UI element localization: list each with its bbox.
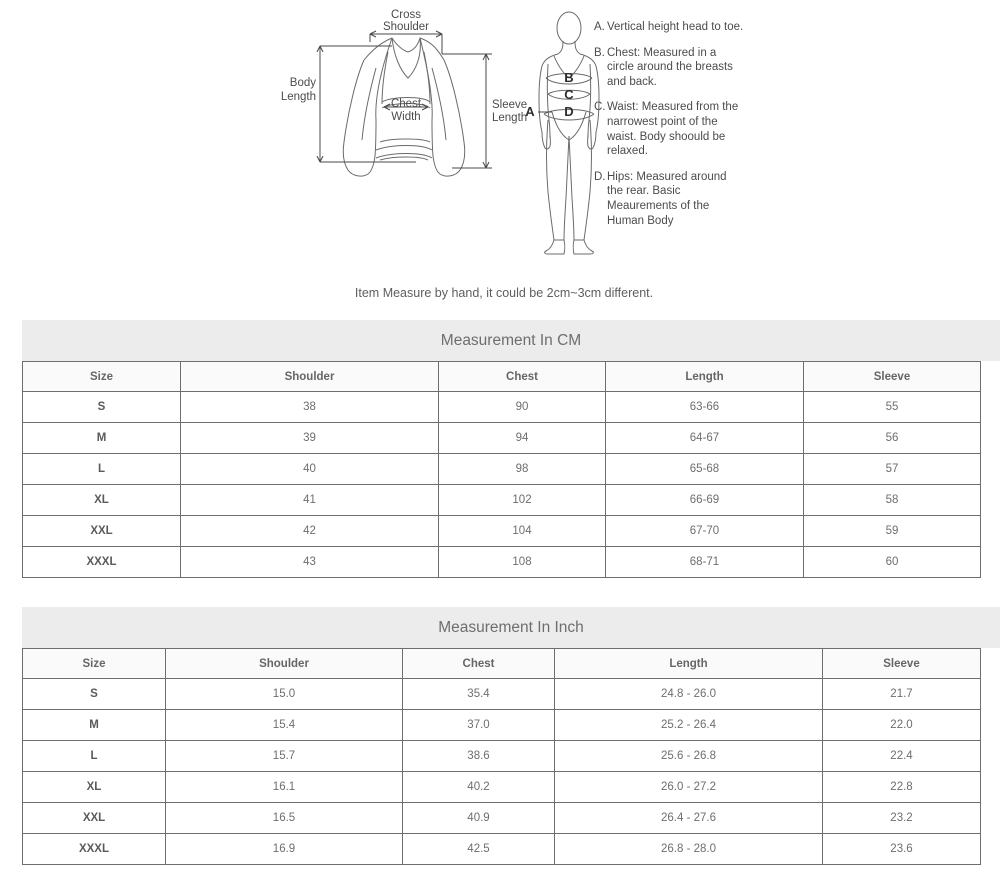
cell-chest: 108: [439, 547, 606, 578]
description-item-c: [594, 100, 744, 158]
cell-shoulder: 40: [181, 454, 439, 485]
column-header-size: Size: [23, 649, 166, 679]
cell-chest: 94: [439, 423, 606, 454]
table-row: [23, 423, 981, 454]
sleeve-length-label-line1: Sleeve: [492, 99, 528, 111]
description-text-c: Waist: Measured from the narrowest point of the waist. Body shoould be relaxed.: [607, 101, 739, 158]
table-row: [23, 516, 981, 547]
column-header-shoulder: Shoulder: [181, 362, 439, 392]
cell-sleeve: 23.2: [823, 803, 981, 834]
body-marker-b: B: [564, 70, 574, 85]
cell-size: S: [23, 392, 181, 423]
column-header-chest: Chest: [439, 362, 606, 392]
cell-chest: 35.4: [403, 679, 555, 710]
body-marker-a: A: [525, 104, 535, 119]
cell-size: XL: [23, 485, 181, 516]
cell-shoulder: 15.4: [166, 710, 403, 741]
cell-chest: 40.9: [403, 803, 555, 834]
measurement-descriptions: [594, 20, 744, 228]
cell-size: L: [23, 741, 166, 772]
cell-shoulder: 16.5: [166, 803, 403, 834]
body-marker-d: D: [564, 104, 574, 119]
inch-size-table: [22, 648, 981, 865]
table-row: [23, 392, 981, 423]
column-header-length: Length: [555, 649, 823, 679]
cell-shoulder: 39: [181, 423, 439, 454]
cell-chest: 90: [439, 392, 606, 423]
description-text-b: Chest: Measured in a circle around the breasts and back.: [607, 46, 733, 88]
column-header-shoulder: Shoulder: [166, 649, 403, 679]
inch-table-block: [22, 607, 980, 865]
cell-length: 64-67: [606, 423, 804, 454]
cell-chest: 37.0: [403, 710, 555, 741]
measure-note: Item Measure by hand, it could be 2cm~3cm different.: [354, 286, 654, 300]
cell-length: 67-70: [606, 516, 804, 547]
garment-svg: [280, 8, 536, 198]
cell-shoulder: 41: [181, 485, 439, 516]
cm-table-body: [23, 392, 981, 578]
description-letter-d: D.: [594, 170, 606, 183]
cell-length: 26.4 - 27.6: [555, 803, 823, 834]
table-row: [23, 547, 981, 578]
cell-size: L: [23, 454, 181, 485]
cell-length: 26.8 - 28.0: [555, 834, 823, 865]
cell-length: 66-69: [606, 485, 804, 516]
cell-sleeve: 60: [804, 547, 981, 578]
cell-size: XXL: [23, 516, 181, 547]
cell-sleeve: 57: [804, 454, 981, 485]
cell-chest: 102: [439, 485, 606, 516]
cell-chest: 38.6: [403, 741, 555, 772]
cell-shoulder: 15.7: [166, 741, 403, 772]
description-text-a: Vertical height head to toe.: [607, 21, 744, 33]
cell-size: XXXL: [23, 834, 166, 865]
cell-length: 63-66: [606, 392, 804, 423]
table-row: [23, 454, 981, 485]
column-header-size: Size: [23, 362, 181, 392]
cell-length: 65-68: [606, 454, 804, 485]
table-row: [23, 679, 981, 710]
table-row: [23, 803, 981, 834]
cell-length: 24.8 - 26.0: [555, 679, 823, 710]
cell-length: 26.0 - 27.2: [555, 772, 823, 803]
cross-shoulder-label-line2: Shoulder: [382, 21, 430, 33]
column-header-length: Length: [606, 362, 804, 392]
description-item-a: [594, 20, 744, 35]
cell-sleeve: 55: [804, 392, 981, 423]
sleeve-length-label-line2: Length: [492, 112, 528, 124]
description-letter-a: A.: [594, 21, 605, 33]
cell-shoulder: 38: [181, 392, 439, 423]
cell-shoulder: 42: [181, 516, 439, 547]
table-row: [23, 772, 981, 803]
cell-chest: 98: [439, 454, 606, 485]
cell-sleeve: 22.4: [823, 741, 981, 772]
cell-shoulder: 15.0: [166, 679, 403, 710]
cell-shoulder: 43: [181, 547, 439, 578]
inch-table-title: Measurement In Inch: [22, 607, 1000, 648]
cell-size: S: [23, 679, 166, 710]
cell-shoulder: 16.9: [166, 834, 403, 865]
table-header-row: [23, 362, 981, 392]
description-item-b: [594, 46, 744, 90]
cell-sleeve: 22.8: [823, 772, 981, 803]
cell-size: XL: [23, 772, 166, 803]
column-header-sleeve: Sleeve: [823, 649, 981, 679]
body-marker-c: C: [564, 87, 574, 102]
chest-width-label-line1: Chest: [390, 98, 422, 110]
cell-sleeve: 59: [804, 516, 981, 547]
diagram-area: [0, 0, 1008, 300]
body-length-label-line2: Length: [280, 91, 316, 103]
cell-sleeve: 22.0: [823, 710, 981, 741]
cell-sleeve: 23.6: [823, 834, 981, 865]
column-header-chest: Chest: [403, 649, 555, 679]
description-letter-c: C.: [594, 101, 606, 114]
chest-width-label-line2: Width: [391, 111, 421, 123]
table-row: [23, 741, 981, 772]
cell-sleeve: 21.7: [823, 679, 981, 710]
cell-chest: 104: [439, 516, 606, 547]
table-row: [23, 834, 981, 865]
table-row: [23, 710, 981, 741]
cell-shoulder: 16.1: [166, 772, 403, 803]
cell-chest: 42.5: [403, 834, 555, 865]
description-item-d: [594, 170, 744, 228]
inch-table-body: [23, 679, 981, 865]
cell-length: 25.6 - 26.8: [555, 741, 823, 772]
cell-size: M: [23, 423, 181, 454]
cell-sleeve: 58: [804, 485, 981, 516]
cell-size: XXXL: [23, 547, 181, 578]
description-text-d: Hips: Measured around the rear. Basic Meaurements of the Human Body: [607, 170, 727, 227]
cell-length: 68-71: [606, 547, 804, 578]
cell-chest: 40.2: [403, 772, 555, 803]
table-row: [23, 485, 981, 516]
cross-shoulder-label-line1: Cross: [390, 9, 422, 21]
table-header-row: [23, 649, 981, 679]
cell-sleeve: 56: [804, 423, 981, 454]
garment-diagram: [280, 8, 536, 198]
cm-size-table: [22, 361, 981, 578]
cell-size: M: [23, 710, 166, 741]
body-length-label-line1: Body: [289, 77, 316, 89]
cell-length: 25.2 - 26.4: [555, 710, 823, 741]
cm-table-title: Measurement In CM: [22, 320, 1000, 361]
cell-size: XXL: [23, 803, 166, 834]
cm-table-block: [22, 320, 980, 578]
description-letter-b: B.: [594, 46, 605, 59]
column-header-sleeve: Sleeve: [804, 362, 981, 392]
